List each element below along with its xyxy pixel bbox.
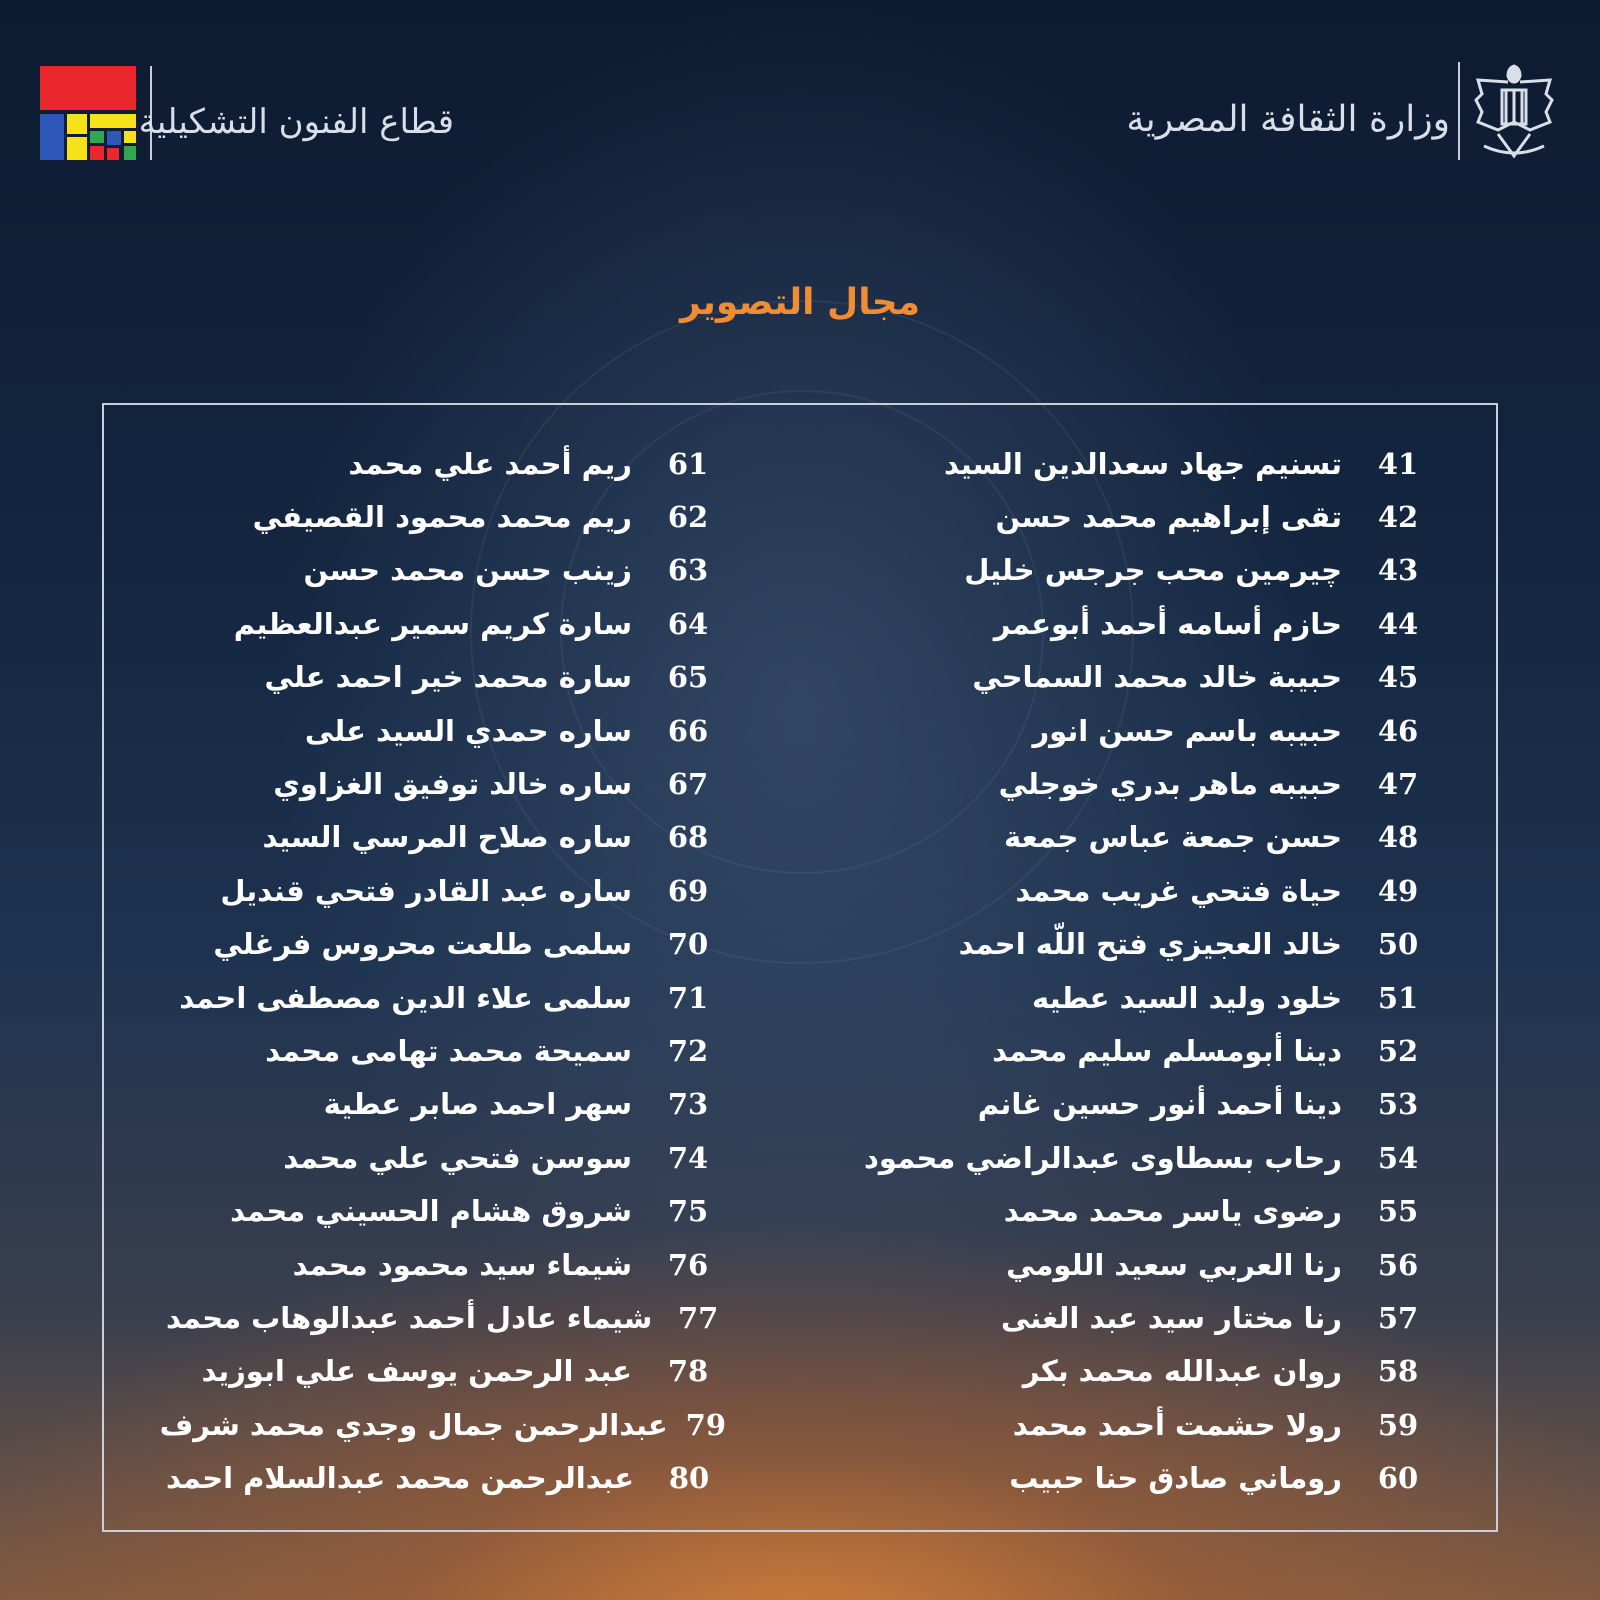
item-number: 55 (1377, 1194, 1419, 1229)
names-column-left (159, 437, 726, 1505)
item-number: 65 (667, 660, 709, 695)
item-number: 66 (667, 713, 709, 748)
item-name: زينب حسن محمد حسن (303, 553, 632, 588)
item-number: 77 (677, 1300, 719, 1335)
item-number: 57 (1377, 1300, 1419, 1335)
list-item (816, 437, 1436, 490)
item-name: ريم أحمد علي محمد (348, 446, 632, 481)
item-number: 80 (668, 1461, 710, 1496)
list-item (816, 971, 1436, 1024)
list-item (816, 864, 1436, 917)
list-item (166, 1131, 726, 1184)
item-number: 70 (667, 927, 709, 962)
item-number: 50 (1377, 927, 1419, 962)
list-item (159, 1398, 726, 1451)
item-name: تسنيم جهاد سعدالدين السيد (943, 446, 1342, 481)
item-number: 54 (1377, 1140, 1419, 1175)
list-item (816, 1131, 1436, 1184)
item-name: رحاب بسطاوى عبدالراضي محمود (864, 1140, 1342, 1175)
item-number: 63 (667, 553, 709, 588)
item-name: ساره عبد القادر فتحي قنديل (220, 873, 632, 908)
list-item (816, 1238, 1436, 1291)
item-name: ساره خالد توفيق الغزاوي (273, 767, 632, 802)
item-name: شيماء سيد محمود محمد (292, 1247, 632, 1282)
item-number: 41 (1377, 446, 1419, 481)
list-item (166, 1078, 726, 1131)
list-item (166, 704, 726, 757)
item-name: خلود وليد السيد عطيه (1031, 980, 1342, 1015)
list-item (166, 597, 726, 650)
item-name: رضوى ياسر محمد محمد (1003, 1194, 1342, 1229)
item-name: حياة فتحي غريب محمد (1015, 873, 1342, 908)
item-number: 48 (1377, 820, 1419, 855)
item-number: 68 (667, 820, 709, 855)
item-name: رنا العربي سعيد اللومي (1006, 1247, 1342, 1282)
item-name: شروق هشام الحسيني محمد (230, 1194, 632, 1229)
list-item (816, 1291, 1436, 1344)
list-item (166, 1345, 726, 1398)
fine-arts-sector-logo-icon (40, 66, 136, 160)
item-number: 43 (1377, 553, 1419, 588)
names-column-right (816, 437, 1436, 1505)
list-item (816, 811, 1436, 864)
list-item (166, 918, 726, 971)
item-number: 64 (667, 606, 709, 641)
item-name: تقى إبراهيم محمد حسن (995, 500, 1342, 535)
item-name: حازم أسامه أحمد أبوعمر (993, 606, 1342, 641)
item-name: شيماء عادل أحمد عبدالوهاب محمد (166, 1300, 653, 1335)
item-name: روان عبدالله محمد بكر (1022, 1354, 1342, 1389)
item-number: 51 (1377, 980, 1419, 1015)
item-number: 59 (1377, 1407, 1419, 1442)
item-number: 56 (1377, 1247, 1419, 1282)
item-number: 72 (667, 1033, 709, 1068)
item-name: رنا مختار سيد عبد الغنى (1000, 1300, 1342, 1335)
list-item (816, 597, 1436, 650)
names-table (102, 403, 1498, 1532)
list-item (816, 544, 1436, 597)
item-name: ساره حمدي السيد على (304, 713, 632, 748)
item-name: حسن جمعة عباس جمعة (1004, 820, 1342, 855)
item-number: 45 (1377, 660, 1419, 695)
item-name: سهر احمد صابر عطية (323, 1087, 632, 1122)
item-name: عبدالرحمن محمد عبدالسلام احمد (166, 1461, 635, 1496)
list-item (816, 490, 1436, 543)
item-number: 52 (1377, 1033, 1419, 1068)
list-item (166, 651, 726, 704)
item-name: سارة كريم سمير عبدالعظيم (233, 606, 632, 641)
item-name: ريم محمد محمود القصيفي (252, 500, 632, 535)
item-name: عبد الرحمن يوسف علي ابوزيد (201, 1354, 632, 1389)
item-number: 58 (1377, 1354, 1419, 1389)
page-title: مجال التصوير (679, 282, 921, 323)
item-name: سارة محمد خير احمد علي (264, 660, 632, 695)
item-number: 78 (667, 1354, 709, 1389)
item-name: حبيبه ماهر بدري خوجلي (998, 767, 1342, 802)
item-number: 75 (667, 1194, 709, 1229)
item-name: رولا حشمت أحمد محمد (1012, 1407, 1342, 1442)
list-item (816, 757, 1436, 810)
list-item (166, 971, 726, 1024)
item-number: 62 (667, 500, 709, 535)
list-item (166, 1024, 726, 1077)
list-item (166, 864, 726, 917)
list-item (166, 811, 726, 864)
item-number: 46 (1377, 713, 1419, 748)
item-number: 47 (1377, 767, 1419, 802)
ministry-name: وزارة الثقافة المصرية (1126, 99, 1450, 140)
list-item (816, 651, 1436, 704)
list-item (166, 1451, 726, 1504)
list-item (166, 1184, 726, 1237)
item-name: سلمى طلعت محروس فرغلي (213, 927, 632, 962)
item-number: 74 (667, 1140, 709, 1175)
item-name: دينا أحمد أنور حسين غانم (977, 1087, 1342, 1122)
item-number: 71 (667, 980, 709, 1015)
item-name: سلمى علاء الدين مصطفى احمد (179, 980, 632, 1015)
header-divider (1458, 62, 1460, 160)
list-item (816, 1451, 1436, 1504)
list-item (166, 757, 726, 810)
item-name: حبيبة خالد محمد السماحي (972, 660, 1342, 695)
item-name: عبدالرحمن جمال وجدي محمد شرف (159, 1407, 668, 1442)
item-number: 61 (667, 446, 709, 481)
item-number: 67 (667, 767, 709, 802)
list-item (816, 1345, 1436, 1398)
list-item (166, 544, 726, 597)
item-number: 60 (1377, 1461, 1419, 1496)
list-item (166, 490, 726, 543)
sector-name: قطاع الفنون التشكيلية (138, 102, 454, 142)
item-number: 42 (1377, 500, 1419, 535)
item-number: 53 (1377, 1087, 1419, 1122)
item-name: خالد العجيزي فتح اللّه احمد (958, 927, 1342, 962)
item-name: چيرمين محب جرجس خليل (964, 553, 1342, 588)
item-number: 49 (1377, 873, 1419, 908)
list-item (816, 1398, 1436, 1451)
item-name: روماني صادق حنا حبيب (1009, 1461, 1342, 1496)
list-item (816, 704, 1436, 757)
list-item (816, 1184, 1436, 1237)
item-name: سميحة محمد تهامى محمد (265, 1033, 632, 1068)
item-number: 79 (685, 1407, 726, 1442)
list-item (166, 437, 726, 490)
list-item (166, 1238, 726, 1291)
item-number: 76 (667, 1247, 709, 1282)
list-item (166, 1291, 726, 1344)
item-name: سوسن فتحي علي محمد (283, 1140, 632, 1175)
item-name: حبيبه باسم حسن انور (1032, 713, 1342, 748)
list-item (816, 918, 1436, 971)
item-name: ساره صلاح المرسي السيد (262, 820, 632, 855)
item-name: دينا أبومسلم سليم محمد (992, 1033, 1342, 1068)
list-item (816, 1024, 1436, 1077)
item-number: 44 (1377, 606, 1419, 641)
item-number: 69 (667, 873, 709, 908)
list-item (816, 1078, 1436, 1131)
item-number: 73 (667, 1087, 709, 1122)
eagle-emblem-icon (1468, 60, 1560, 164)
